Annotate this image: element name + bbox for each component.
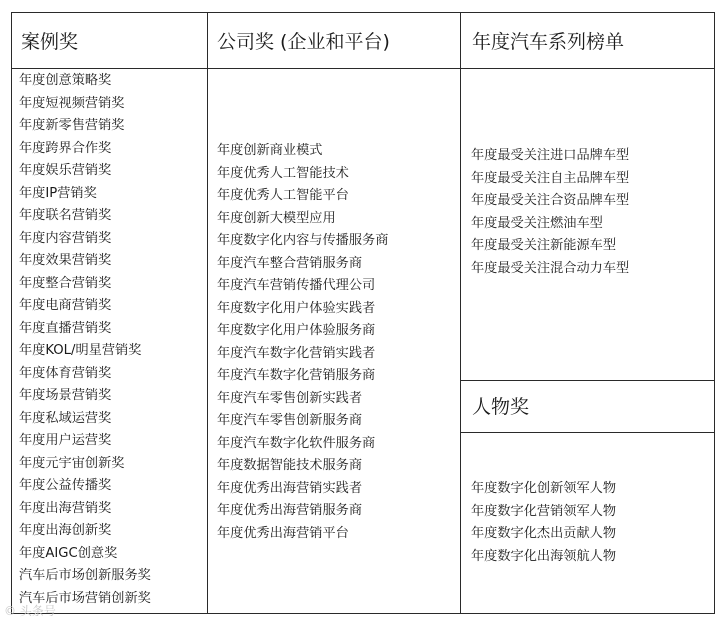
list-item: 年度优秀出海营销服务商 — [217, 503, 363, 518]
people-awards-list — [471, 478, 616, 568]
list-item: 年度电商营销奖 — [19, 298, 112, 313]
header-case-awards: 案例奖 — [21, 31, 79, 53]
col3-top-divider — [460, 380, 715, 381]
column-divider-1 — [207, 12, 208, 614]
list-item: 年度内容营销奖 — [19, 230, 112, 246]
awards-table — [11, 12, 715, 614]
table-border-bottom — [11, 613, 715, 614]
col3-bottom-divider — [460, 432, 715, 433]
list-item: 年度数据智能技术服务商 — [217, 458, 363, 473]
list-item: 年度最受关注混合动力车型 — [471, 260, 630, 276]
list-item: 年度汽车整合营销服务商 — [217, 255, 363, 271]
list-item: 年度最受关注燃油车型 — [471, 215, 603, 231]
watermark: © 头条号 — [4, 604, 56, 618]
list-item: 年度新零售营销奖 — [19, 118, 125, 133]
list-item: 年度数字化营销领军人物 — [471, 503, 617, 519]
list-item: 年度公益传播奖 — [19, 478, 112, 493]
list-item: 年度汽车数字化营销服务商 — [217, 368, 376, 383]
list-item: 汽车后市场创新服务奖 — [19, 568, 151, 583]
case-awards-list — [19, 70, 151, 610]
list-item: 年度数字化用户体验实践者 — [217, 300, 376, 316]
list-item: 年度私域运营奖 — [19, 410, 112, 426]
list-item: 年度体育营销奖 — [19, 365, 112, 381]
list-item: 年度用户运营奖 — [19, 433, 112, 448]
list-item: 年度AIGC创意奖 — [19, 545, 118, 561]
header-people-awards: 人物奖 — [472, 396, 530, 418]
list-item: 年度优秀出海营销实践者 — [217, 480, 363, 496]
list-item: 年度最受关注新能源车型 — [471, 238, 617, 253]
list-item: 年度元宇宙创新奖 — [19, 455, 125, 471]
list-item: 年度优秀出海营销平台 — [217, 525, 349, 541]
list-item: 年度汽车零售创新实践者 — [217, 390, 363, 406]
list-item: 年度直播营销奖 — [19, 320, 112, 336]
list-item: 年度优秀人工智能技术 — [217, 165, 349, 181]
auto-rankings-list — [471, 145, 629, 280]
list-item: 年度汽车数字化软件服务商 — [217, 435, 376, 451]
table-border-left — [11, 12, 12, 614]
header-row-divider — [11, 68, 715, 69]
list-item: 汽车后市场营销创新奖 — [19, 590, 151, 606]
list-item: 年度跨界合作奖 — [19, 140, 112, 156]
list-item: 年度创新商业模式 — [217, 143, 323, 158]
list-item: 年度数字化出海领航人物 — [471, 548, 617, 564]
list-item: 年度数字化杰出贡献人物 — [471, 526, 617, 541]
list-item: 年度数字化用户体验服务商 — [217, 323, 376, 338]
list-item: 年度优秀人工智能平台 — [217, 188, 349, 203]
list-item: 年度娱乐营销奖 — [19, 163, 112, 178]
list-item: 年度汽车零售创新服务商 — [217, 413, 363, 428]
list-item: 年度出海创新奖 — [19, 523, 112, 538]
list-item: 年度KOL/明星营销奖 — [19, 343, 142, 358]
list-item: 年度数字化创新领军人物 — [471, 481, 617, 496]
list-item: 年度最受关注进口品牌车型 — [471, 148, 630, 163]
list-item: 年度创意策略奖 — [19, 73, 112, 88]
list-item: 年度IP营销奖 — [19, 185, 97, 201]
list-item: 年度创新大模型应用 — [217, 210, 336, 226]
list-item: 年度数字化内容与传播服务商 — [217, 233, 389, 248]
list-item: 年度整合营销奖 — [19, 275, 112, 291]
table-border-right — [714, 12, 715, 614]
list-item: 年度短视频营销奖 — [19, 95, 125, 111]
company-awards-list — [217, 140, 388, 545]
list-item: 年度联名营销奖 — [19, 208, 112, 223]
list-item: 年度最受关注合资品牌车型 — [471, 193, 630, 208]
list-item: 年度汽车营销传播代理公司 — [217, 278, 376, 293]
header-company-awards: 公司奖 (企业和平台) — [217, 31, 390, 53]
table-border-top — [11, 12, 715, 13]
list-item: 年度场景营销奖 — [19, 388, 112, 403]
list-item: 年度最受关注自主品牌车型 — [471, 170, 630, 186]
header-auto-rankings: 年度汽车系列榜单 — [472, 31, 625, 53]
list-item: 年度效果营销奖 — [19, 253, 112, 268]
column-divider-2 — [460, 12, 461, 614]
list-item: 年度出海营销奖 — [19, 500, 112, 516]
list-item: 年度汽车数字化营销实践者 — [217, 345, 376, 361]
